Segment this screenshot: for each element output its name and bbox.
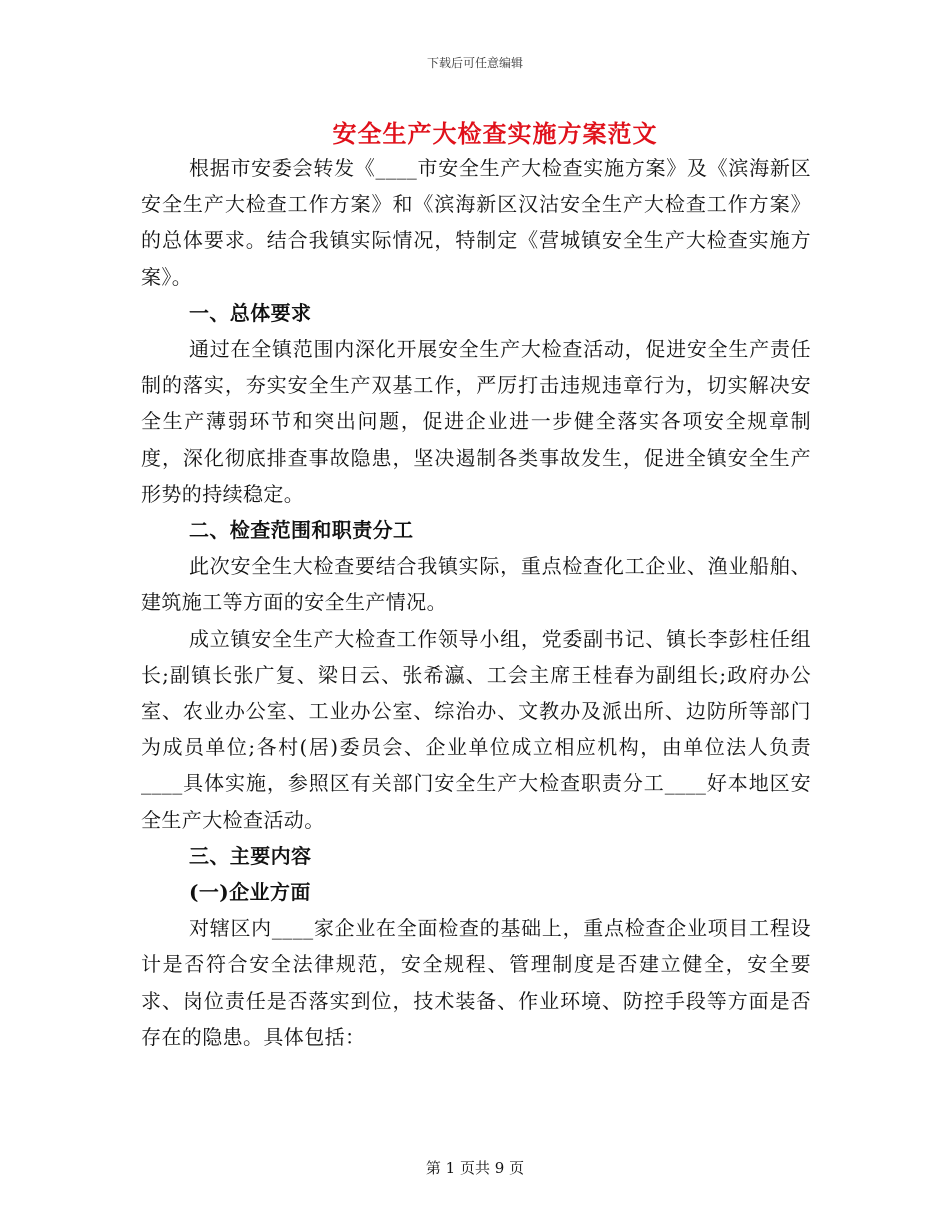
section-2-paragraph-2: 成立镇安全生产大检查工作领导小组，党委副书记、镇长李彭柱任组长;副镇长张广复、梁日云、张希瀛、工会主席王桂春为副组长;政府办公室、农业办公室、工业办公室、综治办、文教办及派出所、边防所等部门为成员单位;各村(居)委员会、企业单位成立相应机构，由单位法人负责____具体实施，参照区有关部门安全生产大检查职责分工____好本地区安全生产大检查活动。 xyxy=(141,626,811,832)
section-heading-1: 一、总体要求 xyxy=(189,300,312,325)
section-1-paragraph: 通过在全镇范围内深化开展安全生产大检查活动，促进安全生产责任制的落实，夯实安全生产双基工作，严厉打击违规违章行为，切实解决安全生产薄弱环节和突出问题，促进企业进一步健全落实各项安全规章制度，深化彻底排查事故隐患，坚决遏制各类事故发生，促进全镇安全生产形势的持续稳定。 xyxy=(141,337,811,506)
document-body xyxy=(141,150,811,1055)
section-2-paragraph-1: 此次安全生大检查要结合我镇实际，重点检查化工企业、渔业船舶、建筑施工等方面的安全生产情况。 xyxy=(141,554,811,615)
subsection-heading-3-1: (一)企业方面 xyxy=(189,880,311,905)
document-title: 安全生产大检查实施方案范文 xyxy=(332,119,658,148)
section-heading-3: 三、主要内容 xyxy=(189,843,312,868)
section-heading-2: 二、检查范围和职责分工 xyxy=(189,518,414,543)
page-footer: 第 1 页共 9 页 xyxy=(425,1159,525,1177)
page-header: 下载后可任意编辑 xyxy=(426,56,523,70)
intro-paragraph: 根据市安委会转发《____市安全生产大检查实施方案》及《滨海新区安全生产大检查工作方案》和《滨海新区汉沽安全生产大检查工作方案》的总体要求。结合我镇实际情况，特制定《营城镇安全生产大检查实施方案》。 xyxy=(141,156,811,289)
section-3-paragraph-1: 对辖区内____家企业在全面检查的基础上，重点检查企业项目工程设计是否符合安全法律规范，安全规程、管理制度是否建立健全，安全要求、岗位责任是否落实到位，技术装备、作业环境、防控手段等方面是否存在的隐患。具体包括： xyxy=(141,916,811,1049)
